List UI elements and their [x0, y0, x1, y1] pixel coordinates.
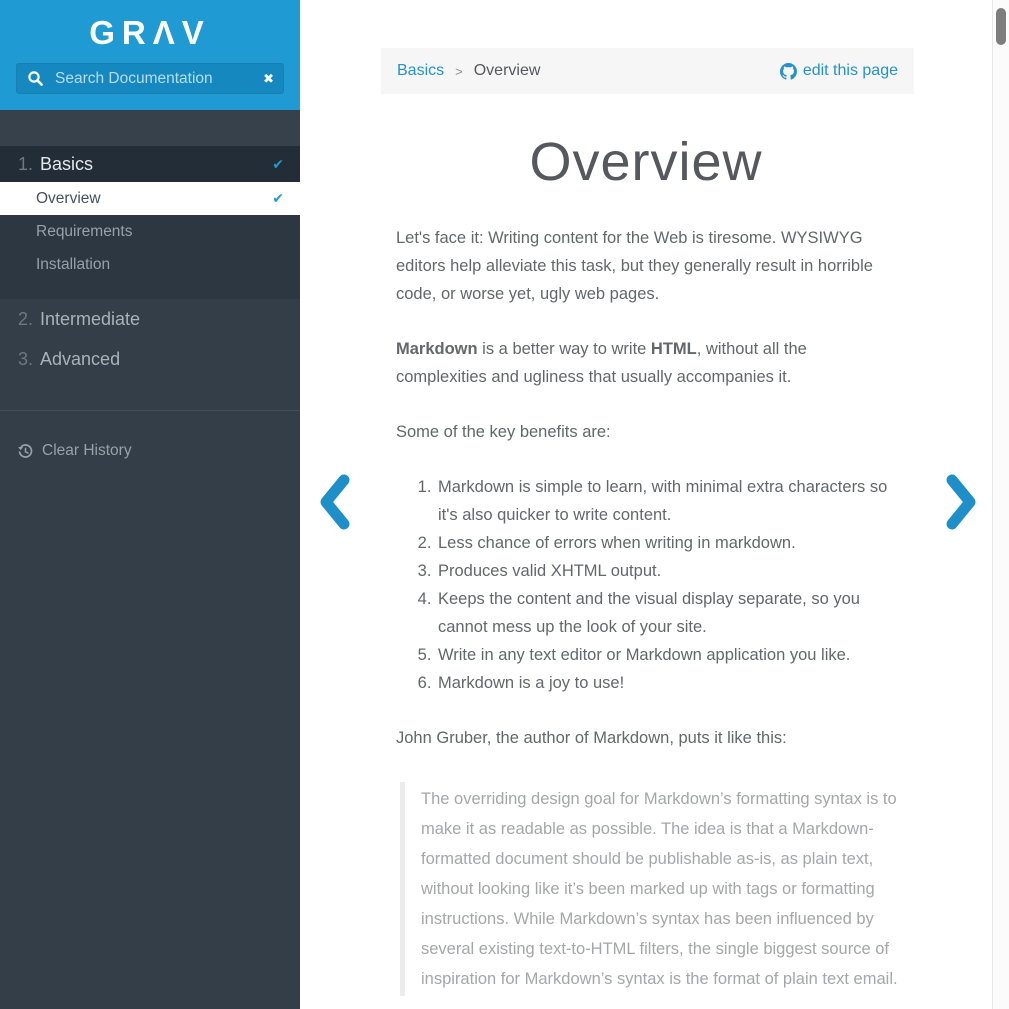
chapter-number: 2.	[18, 308, 34, 329]
breadcrumb-parent-link[interactable]: Basics	[397, 62, 445, 79]
search-input[interactable]	[16, 63, 284, 94]
check-icon: ✔	[272, 190, 284, 206]
history-icon	[18, 444, 33, 459]
check-icon: ✔	[272, 155, 284, 172]
grav-logo[interactable]: GRΛV	[89, 14, 211, 51]
main-content	[300, 0, 992, 1009]
list-item: 2. Less chance of errors when writing in markdown.	[436, 529, 901, 557]
page-title: Overview	[529, 132, 763, 192]
chapter-number: 1.	[18, 153, 34, 174]
scrollbar-track[interactable]	[992, 0, 1009, 1009]
paragraph: John Gruber, the author of Markdown, puts it like this:	[396, 729, 787, 747]
bold-text: Markdown	[396, 340, 478, 358]
search-box	[16, 63, 284, 94]
github-icon	[780, 63, 797, 80]
sidebar-item-overview[interactable]	[0, 182, 300, 215]
clear-history-button[interactable]	[0, 431, 300, 471]
chapter-label: Advanced	[40, 348, 121, 369]
bold-text: HTML	[650, 340, 697, 358]
benefits-list	[396, 473, 901, 697]
chevron-right-separator-icon: >	[455, 63, 463, 79]
sidebar-spacer	[0, 379, 300, 410]
sidebar-divider	[0, 410, 300, 411]
chapter-label: Basics	[40, 153, 94, 174]
clear-history-label: Clear History	[42, 442, 132, 459]
list-item: 4. Keeps the content and the visual display separate, so you cannot mess up the look of your site.	[436, 585, 901, 641]
page-label: Overview	[36, 189, 101, 207]
paragraph: Some of the key benefits are:	[396, 423, 611, 441]
list-item: 1. Markdown is simple to learn, with minimal extra characters so it's also quicker to write content.	[436, 473, 901, 529]
page-label: Requirements	[36, 222, 133, 240]
paragraph: Let's face it: Writing content for the Web is tiresome. WYSIWYG editors help alleviate this task, but they generally result in horrible code, or worse yet, ugly web pages.	[396, 229, 873, 303]
list-item: 6. Markdown is a joy to use!	[436, 669, 901, 697]
sidebar-item-advanced[interactable]	[0, 339, 300, 379]
sidebar-gap	[0, 110, 300, 146]
chapter-number: 3.	[18, 348, 34, 369]
list-item: 3. Produces valid XHTML output.	[436, 557, 901, 585]
sidebar	[0, 0, 300, 1009]
next-page-button[interactable]	[943, 474, 979, 530]
edit-this-page-label: edit this page	[802, 62, 898, 79]
gruber-quote: The overriding design goal for Markdown’s formatting syntax is to make it as readable as possible. The idea is that a Markdown-formatted document should be publishable as-is, as plain text, without looking like it’s been marked up with tags or formatting instructions. While Markdown’s syntax has been influenced by several existing text-to-HTML filters, the single biggest source of inspiration for Markdown’s syntax is the format of plain text email.	[400, 782, 901, 996]
page-label: Installation	[36, 255, 111, 273]
document-body	[396, 224, 901, 996]
list-item: 5. Write in any text editor or Markdown application you like.	[436, 641, 901, 669]
previous-page-button[interactable]	[317, 474, 353, 530]
paragraph: Markdown is a better way to write HTML, without all the complexities and ugliness that usually accompanies it.	[396, 340, 807, 386]
sidebar-item-installation[interactable]	[0, 248, 300, 281]
breadcrumb-bar	[381, 48, 914, 94]
sidebar-header	[0, 0, 300, 110]
chapter-label: Intermediate	[40, 308, 141, 329]
sidebar-item-basics[interactable]	[0, 146, 300, 182]
breadcrumb-current: Overview	[473, 62, 541, 79]
scrollbar-thumb[interactable]	[996, 8, 1006, 45]
search-icon	[27, 70, 44, 87]
sidebar-item-intermediate[interactable]	[0, 299, 300, 339]
nav-section-basics	[0, 146, 300, 299]
clear-search-icon[interactable]: ✖	[263, 71, 274, 86]
edit-this-page-link[interactable]	[780, 62, 898, 80]
sidebar-item-requirements[interactable]	[0, 215, 300, 248]
